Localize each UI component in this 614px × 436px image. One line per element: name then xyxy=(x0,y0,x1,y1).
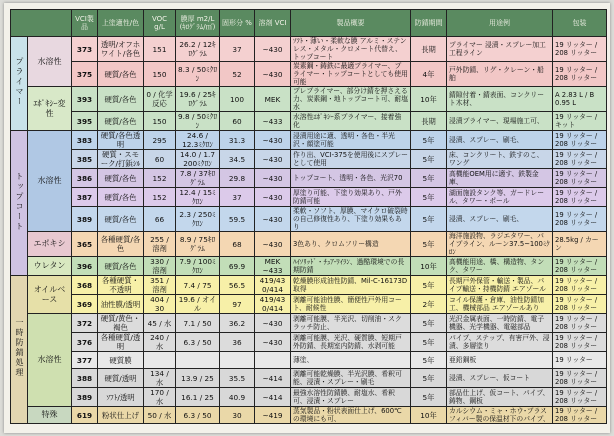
cell-pack: 19 リッター / 208 リッター xyxy=(553,257,607,276)
cell-pack: 19 リッター / 208 リッター xyxy=(553,207,607,232)
cell-use: 高機能用途、橋、構造物、タンク、タワー xyxy=(447,257,553,276)
cell-desc: 剥離可能膜、光沢、硬質膜、短期戸外防錆、長期室内防錆、水剥可能 xyxy=(291,333,411,352)
cell-voc: 45 / 水 xyxy=(144,314,176,333)
cell-pack: 19 リッター / 208 リッター xyxy=(553,188,607,207)
cell-solid: 100 xyxy=(220,87,255,112)
cell-use: 浸漬、スプレー、刷毛、 xyxy=(447,207,553,232)
cell-period: 5年 xyxy=(411,352,447,369)
cell-film xyxy=(176,352,220,369)
cell-solvent: ~430 xyxy=(255,62,291,87)
table-row xyxy=(11,407,607,424)
document-sheet xyxy=(4,3,610,433)
cell-film: 19.6 / 25ｷﾛｸﾞﾗﾑ xyxy=(176,87,220,112)
header-cell: 包装 xyxy=(553,10,607,37)
cell-solid xyxy=(220,352,255,369)
cell-pack: 19 リッター / キット xyxy=(553,112,607,131)
cell-film: 8.9 / 75ｷﾛｸﾞﾗﾑ xyxy=(176,232,220,257)
cell-pack: A 2.83 L / B 0.95 L xyxy=(553,87,607,112)
header-cell: VOC g/L xyxy=(144,10,176,37)
cell-film: 9.8 / 50ﾐｸﾛﾝ xyxy=(176,112,220,131)
cell-film: 6.3 / 50 xyxy=(176,333,220,352)
cell-use: 海洋施設物、ラジエタワー、パイプライン、ルーン37.5~100ﾐｸﾛﾝ xyxy=(447,232,553,257)
cell-coat: 硬質/各色透明 xyxy=(98,131,144,150)
cell-coat: 各種硬質/各色 xyxy=(98,232,144,257)
cell-solvent: ~433 xyxy=(255,112,291,131)
cell-code: 373 xyxy=(72,37,98,62)
section-label xyxy=(11,276,28,424)
cell-solvent: ~430 xyxy=(255,169,291,188)
table-row xyxy=(11,276,607,295)
section-label-text: トップコート xyxy=(15,171,24,232)
cell-solid: 52 xyxy=(220,62,255,87)
header-cell: 用途例 xyxy=(447,10,553,37)
table-row xyxy=(11,112,607,131)
cell-code: 375 xyxy=(72,62,98,87)
header-cell: 固形分 % xyxy=(220,10,255,37)
cell-coat: 硬質・スモーク/打鋲ｼﾙ xyxy=(98,150,144,169)
cell-code: 388 xyxy=(72,369,98,388)
group-label: ウレタン xyxy=(28,257,72,276)
cell-period: 5年 xyxy=(411,131,447,150)
section-label xyxy=(11,37,28,131)
cell-solid: 36.2 xyxy=(220,314,255,333)
section-label xyxy=(11,131,28,276)
cell-coat: 硬質/各色 xyxy=(98,112,144,131)
cell-period: 5年 xyxy=(411,314,447,333)
header-cell: 上塗適性/色 xyxy=(98,10,144,37)
cell-code: 369 xyxy=(72,295,98,314)
header-cell: 溶剤 VCI xyxy=(255,10,291,37)
cell-solvent: ~430 xyxy=(255,232,291,257)
section-label-text: プライマー xyxy=(15,57,24,107)
cell-pack: 19 リッター / 208 リッター xyxy=(553,369,607,388)
cell-coat: 硬質/各色 xyxy=(98,169,144,188)
table-row xyxy=(11,333,607,352)
cell-voc: 255 / 溶剤 xyxy=(144,232,176,257)
cell-coat: ｿﾌﾄ/透明 xyxy=(98,388,144,407)
cell-coat: 透明/オフホワイト/各色 xyxy=(98,37,144,62)
cell-use: パイプ、ステップ、有害戸外、浸漬、多層塗り xyxy=(447,333,553,352)
cell-desc: 3色あり、クロムフリー構造 xyxy=(291,232,411,257)
cell-solvent: ~430 xyxy=(255,333,291,352)
cell-film: 26.2 / 12ｷﾛｸﾞﾗﾑ xyxy=(176,37,220,62)
cell-film: 19.6 / オイル xyxy=(176,295,220,314)
cell-voc: 66 xyxy=(144,207,176,232)
cell-desc: トップコート、透明・各色、光沢70 xyxy=(291,169,411,188)
cell-film: 16.1 / 25 xyxy=(176,388,220,407)
cell-solvent: ~430 xyxy=(255,188,291,207)
table-row xyxy=(11,369,607,388)
cell-code: 389 xyxy=(72,207,98,232)
cell-voc: 170 / 水 xyxy=(144,388,176,407)
cell-code: 383 xyxy=(72,131,98,150)
header-cell xyxy=(11,10,72,37)
cell-solvent: ~430 xyxy=(255,131,291,150)
cell-period: 5年 xyxy=(411,333,447,352)
cell-voc xyxy=(144,352,176,369)
group-label: 水溶性 xyxy=(28,37,72,87)
cell-use: コイル保護・倉庫、油性防錆加工、機械部品 エアゾールあり xyxy=(447,295,553,314)
cell-period: 10年 xyxy=(411,407,447,424)
cell-voc: 0 / 化学反応 xyxy=(144,87,176,112)
cell-desc: 水溶性ｴﾎﾟｷｼｰ系プライマー、接着強化 xyxy=(291,112,411,131)
cell-solvent: MEK ~433 xyxy=(255,257,291,276)
cell-coat: 各種硬質/透明 xyxy=(98,333,144,352)
cell-code: 387 xyxy=(72,188,98,207)
group-label: 水溶性 xyxy=(28,314,72,407)
table-row xyxy=(11,352,607,369)
cell-code: 619 xyxy=(72,407,98,424)
cell-desc: 薄塗、 xyxy=(291,352,411,369)
cell-desc: 剥離可能油性膜、簡便性戸外用コート、耐候性 xyxy=(291,295,411,314)
cell-period: 長期 xyxy=(411,112,447,131)
cell-pack: 19 リッター / 208 リッター xyxy=(553,37,607,62)
cell-solvent xyxy=(255,352,291,369)
cell-solid: 59.5 xyxy=(220,207,255,232)
cell-use: 湖面施設タンク等、ガードレール、タワー・ポール xyxy=(447,188,553,207)
cell-pack: 19 リッター / 208 リッター xyxy=(553,169,607,188)
cell-solid: 34.5 xyxy=(220,150,255,169)
header-cell: 膜厚 m2/L (ｷﾛｸﾞﾗﾑ/㎡) xyxy=(176,10,220,37)
table-row xyxy=(11,295,607,314)
cell-period: 10年 xyxy=(411,87,447,112)
group-label: エポキシ xyxy=(28,232,72,257)
cell-code: 396 xyxy=(72,257,98,276)
cell-use: 光沢金属表面、一時防錆、電子機器、光学機器、電磁部品 xyxy=(447,314,553,333)
header-cell: 製品概要 xyxy=(291,10,411,37)
cell-use: 長期戸外保管・輸送・製品、パイプ輸送・持機防錆 エアゾール xyxy=(447,276,553,295)
cell-solid: 56.5 xyxy=(220,276,255,295)
table-row xyxy=(11,257,607,276)
cell-use: 高機能OEM用に適す、鉄製金庫、 xyxy=(447,169,553,188)
table-row xyxy=(11,188,607,207)
cell-film: 13.9 / 25 xyxy=(176,369,220,388)
cell-pack: 19 リッター / 208 リッター xyxy=(553,62,607,87)
cell-pack: 19 リッター / 208 リッター xyxy=(553,388,607,407)
cell-period: 4年 xyxy=(411,62,447,87)
cell-voc: 330 / 溶剤 xyxy=(144,257,176,276)
table-row xyxy=(11,37,607,62)
cell-desc: 浸漬用途に適、透明・各色・半光沢・顔塗可能 xyxy=(291,131,411,150)
cell-period: 5年 xyxy=(411,388,447,407)
cell-film: 8.3 / 50ﾐｸﾛﾝ xyxy=(176,62,220,87)
cell-solvent: ~430 xyxy=(255,207,291,232)
cell-code: 365 xyxy=(72,232,98,257)
cell-solvent: ~414 xyxy=(255,369,291,388)
cell-code: 385 xyxy=(72,150,98,169)
group-label: 特殊 xyxy=(28,407,72,424)
cell-voc: 351 / 溶剤 xyxy=(144,276,176,295)
cell-code: 372 xyxy=(72,314,98,333)
cell-voc: 134 / 水 xyxy=(144,369,176,388)
cell-desc: 乾燥膜形成油性防錆、Mil-C-16173D 取得 xyxy=(291,276,411,295)
cell-desc: ﾊｲｿﾘｯﾄﾞ・ﾁｭｱ-ﾜｲﾗﾝ、過酷環境での長期防錆 xyxy=(291,257,411,276)
cell-solid: 40.9 xyxy=(220,388,255,407)
cell-film: 12.4 / 15ﾐｸﾛﾝ xyxy=(176,188,220,207)
cell-coat: 硬質/各色 xyxy=(98,207,144,232)
cell-period: 5年 xyxy=(411,276,447,295)
cell-film: 2.3 / 250ﾐｸﾛﾝ xyxy=(176,207,220,232)
cell-use: 浸漬、スプレー、刷毛、 xyxy=(447,131,553,150)
cell-coat: 硬質/各色 xyxy=(98,257,144,276)
cell-coat: 油性膜/透明 xyxy=(98,295,144,314)
table-row xyxy=(11,388,607,407)
header-cell: 防錆期間 xyxy=(411,10,447,37)
cell-voc: 152 xyxy=(144,188,176,207)
cell-solid: 31.3 xyxy=(220,131,255,150)
cell-coat: 硬質/各色 xyxy=(98,87,144,112)
cell-pack: 19 リッター / 208 リッター xyxy=(553,314,607,333)
cell-coat: 粉状仕上げ xyxy=(98,407,144,424)
cell-solvent: ~430 xyxy=(255,314,291,333)
table-row xyxy=(11,87,607,112)
cell-use: 床、コンクリート、鉄すのこ、ワング xyxy=(447,150,553,169)
cell-voc: 295 xyxy=(144,131,176,150)
cell-pack: 19 リッター / 208 リッター xyxy=(553,131,607,150)
cell-solvent: 419/43 0/414 xyxy=(255,295,291,314)
cell-pack: 19 リッター / 208 リッター xyxy=(553,295,607,314)
cell-solvent: 419/43 0/414 xyxy=(255,276,291,295)
cell-solid: 68 xyxy=(220,232,255,257)
table-row xyxy=(11,150,607,169)
cell-use: カルシウム・ミャ・ホウ･ブラスフィバー製の保温材下のパイプ、 xyxy=(447,407,553,424)
cell-voc: 404 / 30 xyxy=(144,295,176,314)
cell-desc: 蒸気製品・粉状表面仕上げ、600℃の環境にも可、 xyxy=(291,407,411,424)
cell-solid: 30 xyxy=(220,407,255,424)
cell-code: 386 xyxy=(72,169,98,188)
cell-coat: 硬質/黄色・褐色 xyxy=(98,314,144,333)
cell-period: 長期 xyxy=(411,37,447,62)
cell-film: 7.8 / 37ｷﾛｸﾞﾗﾑ xyxy=(176,169,220,188)
cell-use: 部品仕上げ、仮コート、パイプ、鋳物、鋼板 xyxy=(447,388,553,407)
cell-period: 5年 xyxy=(411,232,447,257)
cell-solid: 29.8 xyxy=(220,169,255,188)
cell-coat: 各種硬質・不透明 xyxy=(98,276,144,295)
cell-voc: 151 xyxy=(144,37,176,62)
cell-use: 亜鉛鋼板 xyxy=(447,352,553,369)
cell-pack: 28.5kg / カーン xyxy=(553,232,607,257)
cell-code: 368 xyxy=(72,276,98,295)
cell-solid: 36 xyxy=(220,333,255,352)
cell-solid: 35.5 xyxy=(220,369,255,388)
cell-voc: 60 xyxy=(144,150,176,169)
cell-pack: 19 リッター / 208 リッター xyxy=(553,407,607,424)
cell-film: 7.4 / 75 xyxy=(176,276,220,295)
cell-solid: 97 xyxy=(220,295,255,314)
table-row xyxy=(11,169,607,188)
cell-solvent: ~414 xyxy=(255,388,291,407)
cell-coat: 硬質/透明 xyxy=(98,369,144,388)
cell-voc: 152 xyxy=(144,169,176,188)
cell-solvent: ~430 xyxy=(255,150,291,169)
section-label-text: 一時防錆処理 xyxy=(15,318,24,378)
cell-pack: 19 リッター / 208 リッター xyxy=(553,333,607,352)
cell-voc: 50 / 水 xyxy=(144,407,176,424)
cell-voc: 240 / 水 xyxy=(144,333,176,352)
cell-use: 錆隙付着・錆表面、コンクリート木材、 xyxy=(447,87,553,112)
cell-film: 6.3 / 50 xyxy=(176,407,220,424)
cell-desc: 柔軟・ソフト、厚膜、マイクロ破裂時の自己修復性あり、下塗り効果もあり xyxy=(291,207,411,232)
table-row xyxy=(11,62,607,87)
cell-desc: プレプライマー、部分け錆を押さえる力、炭素鋼・地トップコート可、耐塩水 xyxy=(291,87,411,112)
header-row xyxy=(11,10,607,37)
group-label: オイルベース xyxy=(28,276,72,314)
cell-use: 浸漬、スプレー、仮コート xyxy=(447,369,553,388)
cell-desc: 作り出、VCI-375を使用後にスプレーとして使用 xyxy=(291,150,411,169)
cell-use: 浸漬プライマー、現場施工可、 xyxy=(447,112,553,131)
cell-pack: 19 リッター / 208 リッター xyxy=(553,150,607,169)
cell-desc: 厚塗り可能、下塗り効果あり、戸外防錆可能 xyxy=(291,188,411,207)
table-row xyxy=(11,207,607,232)
group-label: 水溶性 xyxy=(28,131,72,232)
cell-coat: 硬質/各色 xyxy=(98,62,144,87)
cell-use: 戸外防錆、リグ・クレーン・船舶 xyxy=(447,62,553,87)
cell-period: 5年 xyxy=(411,169,447,188)
group-label: ｴﾎﾟｷｼｰ変性 xyxy=(28,87,72,131)
cell-voc: 150 xyxy=(144,112,176,131)
cell-film: 14.0 / 1.7 200ﾐｸﾛﾝ xyxy=(176,150,220,169)
cell-period: 5年 xyxy=(411,150,447,169)
cell-solid: 37 xyxy=(220,37,255,62)
cell-desc: 炭素鋼・鋳鉄に最適プライマー、プライマー・トップコートとしても使用可能 xyxy=(291,62,411,87)
cell-desc: 最強水溶性防錆膜、耐塩水、希釈可、浸漬・スプレー xyxy=(291,388,411,407)
cell-film: 7.9 / 100ﾐｸﾛﾝ xyxy=(176,257,220,276)
header-cell: VCI製品 xyxy=(72,10,98,37)
cell-code: 395 xyxy=(72,112,98,131)
cell-desc: ｿﾌﾄ・薄い・柔軟な膜 アルミ・ステンレス・メタル・クロメート代替え、トップコート xyxy=(291,37,411,62)
cell-solid: 37 xyxy=(220,188,255,207)
cell-film: 24.6 / 12.3ﾐｸﾛﾝ xyxy=(176,131,220,150)
cell-coat: 硬質膜 xyxy=(98,352,144,369)
cell-coat: 硬質/各色 xyxy=(98,188,144,207)
table-row xyxy=(11,314,607,333)
cell-code: 376 xyxy=(72,333,98,352)
cell-solid: 60 xyxy=(220,112,255,131)
cell-pack: 19 リッター / 208 リッター xyxy=(553,276,607,295)
cell-period: 5年 xyxy=(411,188,447,207)
cell-period: 10年 xyxy=(411,257,447,276)
cell-period: 2年 xyxy=(411,295,447,314)
cell-voc: 150 xyxy=(144,62,176,87)
table-row xyxy=(11,131,607,150)
cell-period: 5年 xyxy=(411,369,447,388)
cell-use: プライマー 浸漬・スプレー加工工程ライン xyxy=(447,37,553,62)
cell-desc: 剥離可能乾燥膜、半光沢膜、希釈可能、浸漬・スプレー・刷毛 xyxy=(291,369,411,388)
cell-code: 377 xyxy=(72,352,98,369)
cell-desc: 剥離可能膜、半光沢、切削油・スクラッチ防止、 xyxy=(291,314,411,333)
cell-pack: 19 リッター xyxy=(553,352,607,369)
cell-solvent: MEK xyxy=(255,87,291,112)
cell-film: 7.1 / 50 xyxy=(176,314,220,333)
cell-code: 389 xyxy=(72,388,98,407)
product-table xyxy=(10,9,607,424)
cell-solvent: ~419 xyxy=(255,407,291,424)
cell-solid: 69.9 xyxy=(220,257,255,276)
cell-period: 5年 xyxy=(411,207,447,232)
table-row xyxy=(11,232,607,257)
cell-code: 393 xyxy=(72,87,98,112)
cell-solvent: ~430 xyxy=(255,37,291,62)
